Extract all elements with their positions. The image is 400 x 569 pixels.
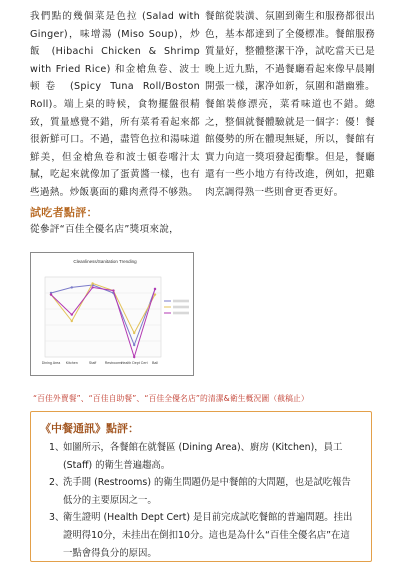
data-point	[50, 293, 52, 295]
review-item-text: 洗手間 (Restrooms) 的衛生問題仍是中餐館的大問題，也是試吃報告低分的主要原因之一。	[63, 477, 351, 506]
data-point	[91, 286, 93, 288]
right-column	[205, 8, 375, 202]
data-point	[71, 286, 73, 288]
review-item	[49, 439, 357, 474]
legend-label-placeholder	[173, 300, 189, 303]
data-point	[71, 320, 73, 322]
review-box-title: 《中餐通訊》點評：	[40, 422, 139, 435]
left-column	[30, 8, 200, 239]
review-list	[49, 439, 357, 562]
data-point	[133, 344, 135, 346]
review-item-number: 3、	[49, 512, 65, 524]
data-point	[91, 282, 93, 284]
left-paragraph: 我們點的幾個菜是色拉 (Salad with Ginger)，味增湯 (Miso Soup)，炒飯 (Hibachi Chicken & Shrimp with Fried Rice) 和金槍魚卷、波士顿卷 (Spicy Tuna Roll/Boston Roll)。端上桌的時候，食物擺盤很精致，質量感覺不錯，所有菜肴看起來都很新鮮可口。不過，盡管色拉和湯味道鮮美，但金槍魚卷和波士頓卷嚐汁太膩，吃起來就像加了蛋黄醬一樣，也有些過熱。炒飯裏面的雞肉煮得不够熟。	[30, 11, 200, 198]
x-tick-label: Staff	[88, 361, 97, 365]
chart-svg	[31, 253, 193, 375]
review-item-number: 2、	[49, 477, 65, 489]
review-item-text: 衛生證明 (Health Dept Cert) 是目前完成試吃餐館的普遍問題。挂出證明得10分，未挂出在倒扣10分。這也是為什么“百佳全優名店”在這一點會得負分的原因。	[63, 512, 353, 559]
review-item	[49, 474, 357, 509]
x-tick-label: Dining Area	[41, 361, 61, 365]
review-item-text: 如圖所示，各餐館在就餐區 (Dining Area)、廚房 (Kitchen)，員工 (Staff) 的衛生普遍趨高。	[63, 442, 343, 471]
x-tick-label: Ball	[152, 361, 158, 365]
x-tick-label: Restrooms	[104, 361, 123, 365]
data-point	[133, 356, 135, 358]
legend-label-placeholder	[173, 306, 189, 309]
data-point	[112, 289, 114, 291]
reviewer-heading: 試吃者點評：	[30, 205, 98, 219]
chart-title: Cleanliness/Sanitation Trending	[73, 259, 137, 264]
hygiene-chart	[30, 252, 194, 376]
data-point	[133, 332, 135, 334]
review-item-number: 1、	[49, 442, 65, 453]
chart-caption: “百佳外賣餐”、“百佳自助餐”、“百佳全優名店”的清潔&衛生概況圖（截稿止）	[33, 394, 309, 403]
review-item	[49, 509, 357, 562]
x-tick-label: Health Dept Cert	[120, 361, 148, 365]
data-point	[154, 288, 156, 290]
reviewer-intro: 從參評“百佳全優名店”獎項來說，	[30, 224, 180, 236]
x-tick-label: Kitchen	[65, 361, 78, 365]
newsletter-review-box	[30, 411, 372, 562]
data-point	[154, 293, 156, 295]
data-point	[71, 313, 73, 315]
legend-label-placeholder	[173, 312, 189, 315]
right-paragraph: 餐館從裝潢、氛圍到衛生和服務都很出色，基本都達到了全優標准。餐館服務質量好，整體整潔干净，試吃當天已是晚上近九點，不過餐廳看起來像早晨剛開張一樣，潔净如新，氛圍和諧幽雅。餐館裝修漂亮，菜肴味道也不錯。總之，整個就餐體驗就是一個字：優！餐館優勢的所在體現無疑，所以，餐館有實力向這一獎項發起衝擊。但是，餐廳還有一些小地方有待改進，例如，把雞肉烹調得熟一些則會更香更好。	[205, 11, 375, 198]
